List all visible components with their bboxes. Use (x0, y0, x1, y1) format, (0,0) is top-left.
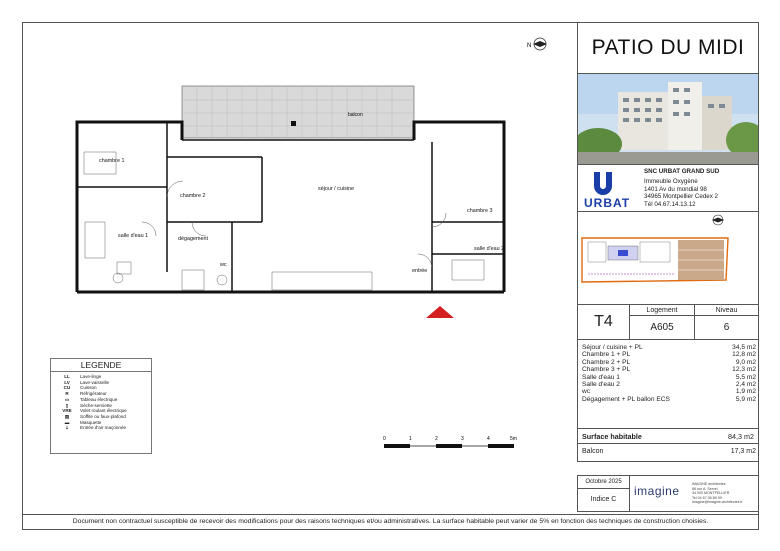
plan-label-chambre1: chambre 1 (99, 158, 125, 164)
legend-desc: Tableau électrique (80, 396, 118, 402)
scale-tick-5: 5m (510, 436, 517, 442)
scale-tick-2: 2 (435, 436, 438, 442)
room-area: 12,8 m2 (732, 351, 756, 359)
room-area: 5,9 m2 (735, 395, 756, 403)
masquette-icon: ▬ (64, 419, 70, 425)
room-name: Chambre 2 + PL (582, 358, 631, 366)
plan-label-sde2: salle d'eau 2 (474, 246, 505, 252)
revision-index: Indice C (590, 496, 617, 503)
urbat-logo-text: URBAT (584, 196, 631, 210)
legend-code: R (65, 391, 69, 397)
scale-bar (383, 436, 517, 448)
address-line: Tél 04.67.14.13.12 (644, 200, 696, 208)
building-photo (577, 74, 759, 164)
room-row (582, 366, 756, 373)
surface-habitable-label: Surface habitable (582, 432, 642, 441)
niveau-label: Niveau (695, 305, 758, 316)
disclaimer: Document non contractuel susceptible de recevoir des modifications pour des raisons techniques et/ou administratives. La surface habitable peut varier de 5% en fonction des techniques de construction choisies. (22, 514, 759, 530)
unit-type: T4 (578, 305, 630, 339)
revision-cell (578, 476, 630, 511)
plan-label-balcon: balcon (348, 112, 363, 118)
developer-block (577, 164, 759, 212)
niveau-cell (695, 305, 758, 339)
scale-tick-0: 0 (383, 436, 386, 442)
project-title: PATIO DU MIDI (591, 36, 745, 59)
room-name: Dégagement + PL ballon ECS (582, 395, 670, 403)
room-area: 1,9 m2 (735, 388, 756, 396)
scale-tick-1: 1 (409, 436, 412, 442)
room-name: Chambre 1 + PL (582, 351, 631, 359)
legend-title: LEGENDE (51, 359, 151, 372)
balcon-value: 17,3 m2 (730, 448, 756, 455)
room-list (582, 344, 756, 403)
developer-name: SNC URBAT GRAND SUD (644, 168, 720, 175)
plan-label-chambre2: chambre 2 (180, 193, 206, 199)
room-area: 5,5 m2 (735, 373, 756, 381)
room-row (582, 381, 756, 388)
legend-code: LV (64, 379, 70, 385)
surface-habitable-value: 84,3 m2 (728, 432, 754, 441)
architect-line: 66 rue A. Servel (692, 486, 718, 491)
legend-desc: Cuisson (80, 385, 97, 391)
entry-arrow-icon (426, 306, 454, 318)
architect-address (692, 482, 743, 505)
logement-cell (630, 305, 695, 339)
surface-habitable-row (578, 428, 758, 444)
north-arrow-icon (712, 215, 724, 225)
architect-logo: imagine (634, 484, 680, 498)
air-inlet-icon: ⇣ (65, 425, 69, 431)
architect-block (577, 475, 759, 512)
location-plan (577, 212, 759, 304)
architect-line: imagine@imagine-architectes.fr (692, 500, 743, 505)
plan-label-entree: entrée (412, 268, 428, 274)
room-name: Salle d'eau 1 (582, 373, 620, 381)
towel-dryer-icon: ▯ (65, 402, 69, 408)
electric-panel-icon: ▭ (64, 396, 70, 402)
legend-desc: Soffite ou faux-plafond (80, 413, 126, 419)
legend-desc: Volet roulant électrique (80, 408, 127, 414)
balcon-row (582, 448, 756, 455)
room-area: 9,0 m2 (735, 358, 756, 366)
plan-label-chambre3: chambre 3 (467, 208, 493, 214)
legend-desc: Entrée d'air maçonnée (80, 425, 127, 431)
svg-text:N: N (527, 43, 532, 49)
room-row (582, 388, 756, 395)
room-row (582, 344, 756, 351)
legend-list (54, 374, 150, 431)
address-line: 1401 Av du mondial 98 (644, 185, 707, 193)
hatch-icon: ▨ (64, 413, 70, 419)
plan-label-sde1: salle d'eau 1 (118, 233, 149, 239)
revision-date: Octobre 2025 (578, 476, 629, 489)
room-row (582, 351, 756, 358)
logement-label: Logement (630, 305, 694, 316)
architect-line: IMAGINE architectes (692, 482, 726, 486)
scale-tick-3: 3 (461, 436, 464, 442)
surface-table (577, 340, 759, 462)
legend-code: VRE (62, 408, 72, 414)
plan-label-wc: wc (220, 262, 227, 268)
room-area: 12,3 m2 (732, 366, 756, 374)
legend-code: LL (64, 374, 70, 379)
legend-desc: Lave-vaisselle (80, 379, 110, 385)
room-name: Séjour / cuisine + PL (582, 344, 643, 351)
address-line: 34965 Montpellier Cedex 2 (644, 193, 718, 201)
balcon-label: Balcon (582, 448, 604, 455)
scale-tick-4: 4 (487, 436, 490, 442)
legend (50, 358, 152, 454)
legend-desc: Lave-linge (80, 374, 102, 379)
address-line: Immeuble Oxygène (644, 178, 698, 186)
unit-info (577, 304, 759, 340)
balcony-area (182, 86, 414, 138)
legend-desc: Réfrigérateur (80, 391, 107, 397)
legend-item (54, 425, 150, 431)
room-row (582, 359, 756, 366)
logement-value: A605 (650, 322, 674, 333)
legend-desc: Masquette (80, 419, 102, 425)
room-row (582, 374, 756, 381)
north-arrow-icon (527, 38, 547, 50)
room-row (582, 396, 756, 403)
architect-line: 34 000 MONTPELLIER (692, 491, 730, 496)
room-name: Salle d'eau 2 (582, 381, 620, 389)
developer-address (644, 168, 719, 208)
niveau-value: 6 (723, 322, 730, 333)
plan-label-sejour: séjour / cuisine (318, 186, 354, 192)
legend-code: CU (63, 385, 71, 391)
legend-desc: Sèche-serviette (80, 402, 112, 408)
architect-line: Tel 04 67 36 89 99 (692, 495, 722, 500)
room-name: Chambre 3 + PL (582, 366, 631, 374)
room-area: 2,4 m2 (735, 381, 756, 389)
room-name: wc (582, 388, 591, 396)
room-area: 34,5 m2 (732, 344, 756, 351)
plan-label-degagement: dégagement (178, 236, 208, 242)
project-title-box (577, 22, 759, 74)
